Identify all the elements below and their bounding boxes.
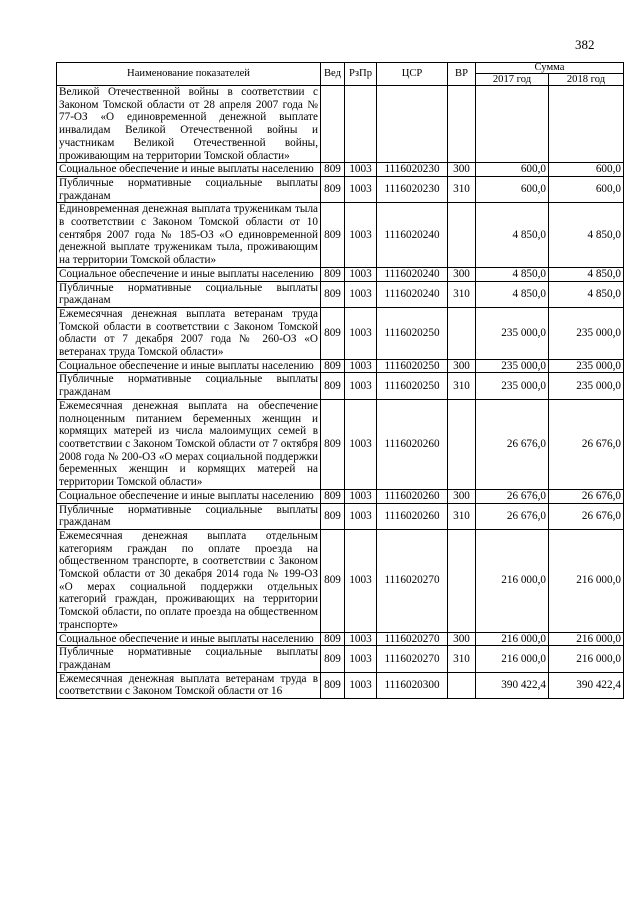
row-name: Единовременная денежная выплата труженикам тыла в соответствии с Законом Томской области от 10 сентября 2007 года № 185-ОЗ «О единовременной денежной выплате труженикам тыла, проживающим на территории Томской области» (57, 203, 321, 268)
row-name: Публичные нормативные социальные выплаты гражданам (57, 176, 321, 202)
row-vr (448, 399, 476, 489)
table-row (57, 399, 624, 489)
row-rzpr: 1003 (345, 503, 377, 529)
row-rzpr: 1003 (345, 646, 377, 672)
row-name: Ежемесячная денежная выплата отдельным категориям граждан по оплате проезда на общественном транспорте, в соответствии с Законом Томской области от 30 декабря 2014 года № 199-ОЗ «О мерах социальной поддержки отдельных категорий граждан, проживающих на территории Томской области, по оплате проезда на общественном транспорте» (57, 529, 321, 632)
row-rzpr: 1003 (345, 163, 377, 177)
row-sum-2018: 235 000,0 (549, 307, 624, 359)
row-name: Ежемесячная денежная выплата ветеранам труда в соответствии с Законом Томской области от 16 (57, 672, 321, 698)
row-ved: 809 (321, 632, 345, 646)
row-name: Публичные нормативные социальные выплаты гражданам (57, 646, 321, 672)
row-ved: 809 (321, 359, 345, 373)
row-rzpr: 1003 (345, 489, 377, 503)
row-csr: 1116020270 (377, 646, 448, 672)
row-csr: 1116020270 (377, 529, 448, 632)
row-ved: 809 (321, 646, 345, 672)
row-sum-2018 (549, 86, 624, 163)
table-row (57, 267, 624, 281)
row-ved (321, 86, 345, 163)
row-vr: 300 (448, 489, 476, 503)
row-name: Ежемесячная денежная выплата ветеранам труда Томской области в соответствии с Законом Томской области от 7 декабря 2007 года № 260-ОЗ «О ветеранах труда Томской области» (57, 307, 321, 359)
row-name: Публичные нормативные социальные выплаты гражданам (57, 503, 321, 529)
table-row (57, 281, 624, 307)
row-csr: 1116020240 (377, 281, 448, 307)
row-vr: 310 (448, 503, 476, 529)
row-csr: 1116020250 (377, 307, 448, 359)
header-year-2018: 2018 год (549, 74, 624, 86)
row-vr: 300 (448, 632, 476, 646)
row-sum-2018: 390 422,4 (549, 672, 624, 698)
row-name: Социальное обеспечение и иные выплаты населению (57, 632, 321, 646)
row-sum-2018: 216 000,0 (549, 632, 624, 646)
row-vr: 310 (448, 176, 476, 202)
row-ved: 809 (321, 672, 345, 698)
row-name: Социальное обеспечение и иные выплаты населению (57, 489, 321, 503)
header-vr: ВР (448, 63, 476, 86)
row-csr: 1116020230 (377, 163, 448, 177)
row-sum-2018: 600,0 (549, 163, 624, 177)
header-rzpr: РзПр (345, 63, 377, 86)
row-csr: 1116020240 (377, 203, 448, 268)
table-row (57, 489, 624, 503)
row-sum-2018: 26 676,0 (549, 503, 624, 529)
row-vr: 310 (448, 373, 476, 399)
row-sum-2017: 4 850,0 (476, 281, 549, 307)
row-csr (377, 86, 448, 163)
row-sum-2017: 216 000,0 (476, 529, 549, 632)
row-sum-2018: 235 000,0 (549, 359, 624, 373)
row-rzpr: 1003 (345, 307, 377, 359)
row-name: Публичные нормативные социальные выплаты гражданам (57, 373, 321, 399)
row-ved: 809 (321, 503, 345, 529)
table-row (57, 163, 624, 177)
table-row (57, 86, 624, 163)
row-sum-2017: 235 000,0 (476, 307, 549, 359)
row-sum-2017: 216 000,0 (476, 646, 549, 672)
table-row (57, 359, 624, 373)
header-row (57, 63, 624, 74)
row-ved: 809 (321, 163, 345, 177)
row-sum-2018: 4 850,0 (549, 281, 624, 307)
row-vr: 300 (448, 163, 476, 177)
row-sum-2018: 216 000,0 (549, 529, 624, 632)
row-ved: 809 (321, 281, 345, 307)
row-sum-2017: 216 000,0 (476, 632, 549, 646)
header-name: Наименование показателей (57, 63, 321, 86)
row-rzpr: 1003 (345, 373, 377, 399)
row-name: Публичные нормативные социальные выплаты гражданам (57, 281, 321, 307)
row-sum-2017: 235 000,0 (476, 359, 549, 373)
row-sum-2017: 26 676,0 (476, 489, 549, 503)
row-rzpr: 1003 (345, 267, 377, 281)
row-csr: 1116020240 (377, 267, 448, 281)
row-csr: 1116020270 (377, 632, 448, 646)
row-ved: 809 (321, 373, 345, 399)
table-row (57, 632, 624, 646)
header-sum: Сумма (476, 63, 624, 74)
budget-table (56, 62, 624, 699)
table-row (57, 672, 624, 698)
row-sum-2018: 4 850,0 (549, 203, 624, 268)
table-row (57, 307, 624, 359)
row-ved: 809 (321, 489, 345, 503)
row-ved: 809 (321, 203, 345, 268)
row-rzpr: 1003 (345, 203, 377, 268)
row-ved: 809 (321, 176, 345, 202)
row-vr: 300 (448, 267, 476, 281)
row-sum-2018: 235 000,0 (549, 373, 624, 399)
row-vr (448, 307, 476, 359)
row-sum-2018: 4 850,0 (549, 267, 624, 281)
row-sum-2017: 26 676,0 (476, 503, 549, 529)
row-rzpr: 1003 (345, 632, 377, 646)
row-rzpr: 1003 (345, 529, 377, 632)
row-csr: 1116020260 (377, 503, 448, 529)
row-sum-2017: 600,0 (476, 176, 549, 202)
row-sum-2017: 235 000,0 (476, 373, 549, 399)
row-name: Великой Отечественной войны в соответствии с Законом Томской области от 28 апреля 2007 года № 77-ОЗ «О единовременной денежной выплате инвалидам Великой Отечественной войны и участникам Великой Отечественной войны, проживающим на территории Томской области» (57, 86, 321, 163)
table-row (57, 176, 624, 202)
row-csr: 1116020300 (377, 672, 448, 698)
row-ved: 809 (321, 399, 345, 489)
row-vr (448, 529, 476, 632)
row-csr: 1116020250 (377, 373, 448, 399)
row-vr: 300 (448, 359, 476, 373)
row-sum-2018: 26 676,0 (549, 489, 624, 503)
row-name: Социальное обеспечение и иные выплаты населению (57, 163, 321, 177)
row-csr: 1116020250 (377, 359, 448, 373)
row-ved: 809 (321, 307, 345, 359)
table-row (57, 373, 624, 399)
row-vr (448, 203, 476, 268)
page-number: 382 (575, 37, 595, 52)
row-sum-2018: 26 676,0 (549, 399, 624, 489)
table-row (57, 203, 624, 268)
row-sum-2017: 4 850,0 (476, 203, 549, 268)
row-sum-2018: 600,0 (549, 176, 624, 202)
row-rzpr (345, 86, 377, 163)
row-csr: 1116020260 (377, 399, 448, 489)
row-csr: 1116020260 (377, 489, 448, 503)
table-row (57, 503, 624, 529)
row-rzpr: 1003 (345, 281, 377, 307)
row-name: Социальное обеспечение и иные выплаты населению (57, 267, 321, 281)
row-sum-2017: 26 676,0 (476, 399, 549, 489)
row-vr: 310 (448, 281, 476, 307)
row-rzpr: 1003 (345, 399, 377, 489)
header-csr: ЦСР (377, 63, 448, 86)
table-body (57, 86, 624, 699)
row-vr (448, 86, 476, 163)
row-sum-2017: 600,0 (476, 163, 549, 177)
row-rzpr: 1003 (345, 359, 377, 373)
row-vr: 310 (448, 646, 476, 672)
row-name: Ежемесячная денежная выплата на обеспечение полноценным питанием беременных женщин и кормящих матерей из числа малоимущих семей в соответствии с Законом Томской области от 7 октября 2008 года № 200-ОЗ «О мерах социальной поддержки беременных женщин и кормящих матерей на территории Томской области» (57, 399, 321, 489)
table-row (57, 646, 624, 672)
table-row (57, 529, 624, 632)
row-vr (448, 672, 476, 698)
row-sum-2017: 390 422,4 (476, 672, 549, 698)
row-ved: 809 (321, 267, 345, 281)
row-csr: 1116020230 (377, 176, 448, 202)
header-year-2017: 2017 год (476, 74, 549, 86)
row-sum-2017: 4 850,0 (476, 267, 549, 281)
row-ved: 809 (321, 529, 345, 632)
row-sum-2018: 216 000,0 (549, 646, 624, 672)
header-ved: Вед (321, 63, 345, 86)
row-rzpr: 1003 (345, 176, 377, 202)
row-sum-2017 (476, 86, 549, 163)
row-name: Социальное обеспечение и иные выплаты населению (57, 359, 321, 373)
row-rzpr: 1003 (345, 672, 377, 698)
